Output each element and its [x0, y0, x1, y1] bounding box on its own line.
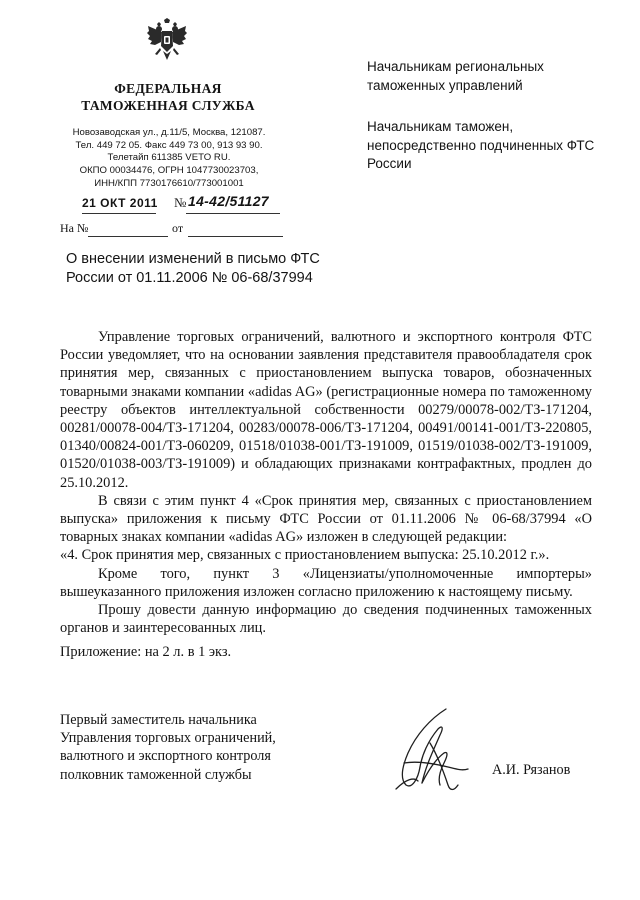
double-headed-eagle-emblem-icon [146, 18, 188, 66]
reference-number-label: На № [60, 221, 89, 235]
signer-position [60, 711, 320, 784]
reference-from-blank [188, 236, 283, 237]
handwritten-signature-icon [386, 705, 478, 797]
letter-subject: О внесении изменений в письмо ФТС России от 01.11.2006 № 06-68/37994 [66, 251, 320, 286]
organization-contacts [60, 127, 278, 191]
reference-from-label: от [172, 221, 184, 235]
body-paragraph-2: В связи с этим пункт 4 «Срок принятия мер, связанных с приостановлением выпуска» приложения к письму ФТС России от 01.11.2006 № 06-68/37994 «О товарных знаках компании «adidas AG» изложен в следующей редакции: [60, 492, 592, 546]
registration-date-underline [82, 213, 156, 214]
body-paragraph-4: Кроме того, пункт 3 «Лицензиаты/уполномоченные импортеры» вышеуказанного приложения изложен согласно приложению к настоящему письму. [60, 565, 592, 600]
body-paragraph-3: «4. Срок принятия мер, связанных с приостановлением выпуска: 25.10.2012 г.». [60, 547, 550, 564]
registration-number: 14-42/51127 [188, 193, 269, 209]
signer-position-line4: полковник таможенной службы [60, 766, 252, 783]
signer-name: А.И. Рязанов [492, 762, 571, 778]
addressee-customs: Начальникам таможен, непосредственно подчиненных ФТС России [367, 119, 595, 171]
registration-number-underline [186, 213, 280, 214]
signer-position-line2: Управления торговых ограничений, [60, 730, 276, 747]
reference-number-blank [88, 236, 168, 237]
registration-number-label: № [174, 195, 187, 210]
attachment-note: Приложение: на 2 л. в 1 экз. [60, 644, 232, 660]
teletype-line: Телетайп 611385 VETO RU. [107, 152, 231, 164]
inn-kpp-line: ИНН/КПП 7730176610/773001001 [94, 177, 244, 189]
signer-position-line1: Первый заместитель начальника [60, 712, 257, 728]
registration-date: 21 ОКТ 2011 [82, 196, 158, 210]
organization-name-line2: ТАМОЖЕННАЯ СЛУЖБА [81, 98, 255, 113]
signer-position-line3: валютного и экспортного контроля [60, 748, 271, 765]
address-line: Новозаводская ул., д.11/5, Москва, 121087. [72, 127, 266, 138]
letter-body [60, 328, 592, 637]
organization-name-line1: ФЕДЕРАЛЬНАЯ [114, 81, 222, 96]
addressee-regional: Начальникам региональных таможенных управлений [367, 59, 544, 93]
phone-fax-line: Тел. 449 72 05. Факс 449 73 00, 913 93 90. [75, 139, 263, 151]
body-paragraph-5: Прошу довести данную информацию до сведения подчиненных таможенных органов и заинтересованных лиц. [60, 602, 592, 637]
okpo-ogrn-line: ОКПО 00034476, ОГРН 1047730023703, [79, 165, 259, 177]
body-paragraph-1: Управление торговых ограничений, валютного и экспортного контроля ФТС России уведомляет, что на основании заявления представителя правообладателя срок принятия мер, связанных с приостановлением выпуска товаров, обозначенных товарными знаками компании «adidas AG» (регистрационные номера по таможенному реестру объектов интеллектуальной собственности 00279/00078-002/ТЗ-171204, 00281/00078-004/ТЗ-171204, 00283/00078-006/ТЗ-171204, 00491/00141-001/ТЗ-220805, 01340/00824-001/ТЗ-060209, 01518/01038-001/ТЗ-191009, 01519/01038-002/ТЗ-191009, 01520/01038-003/ТЗ-191009) и обладающих признаками контрафактных, продлен до 25.10.2012. [60, 329, 592, 491]
organization-name [70, 80, 266, 114]
